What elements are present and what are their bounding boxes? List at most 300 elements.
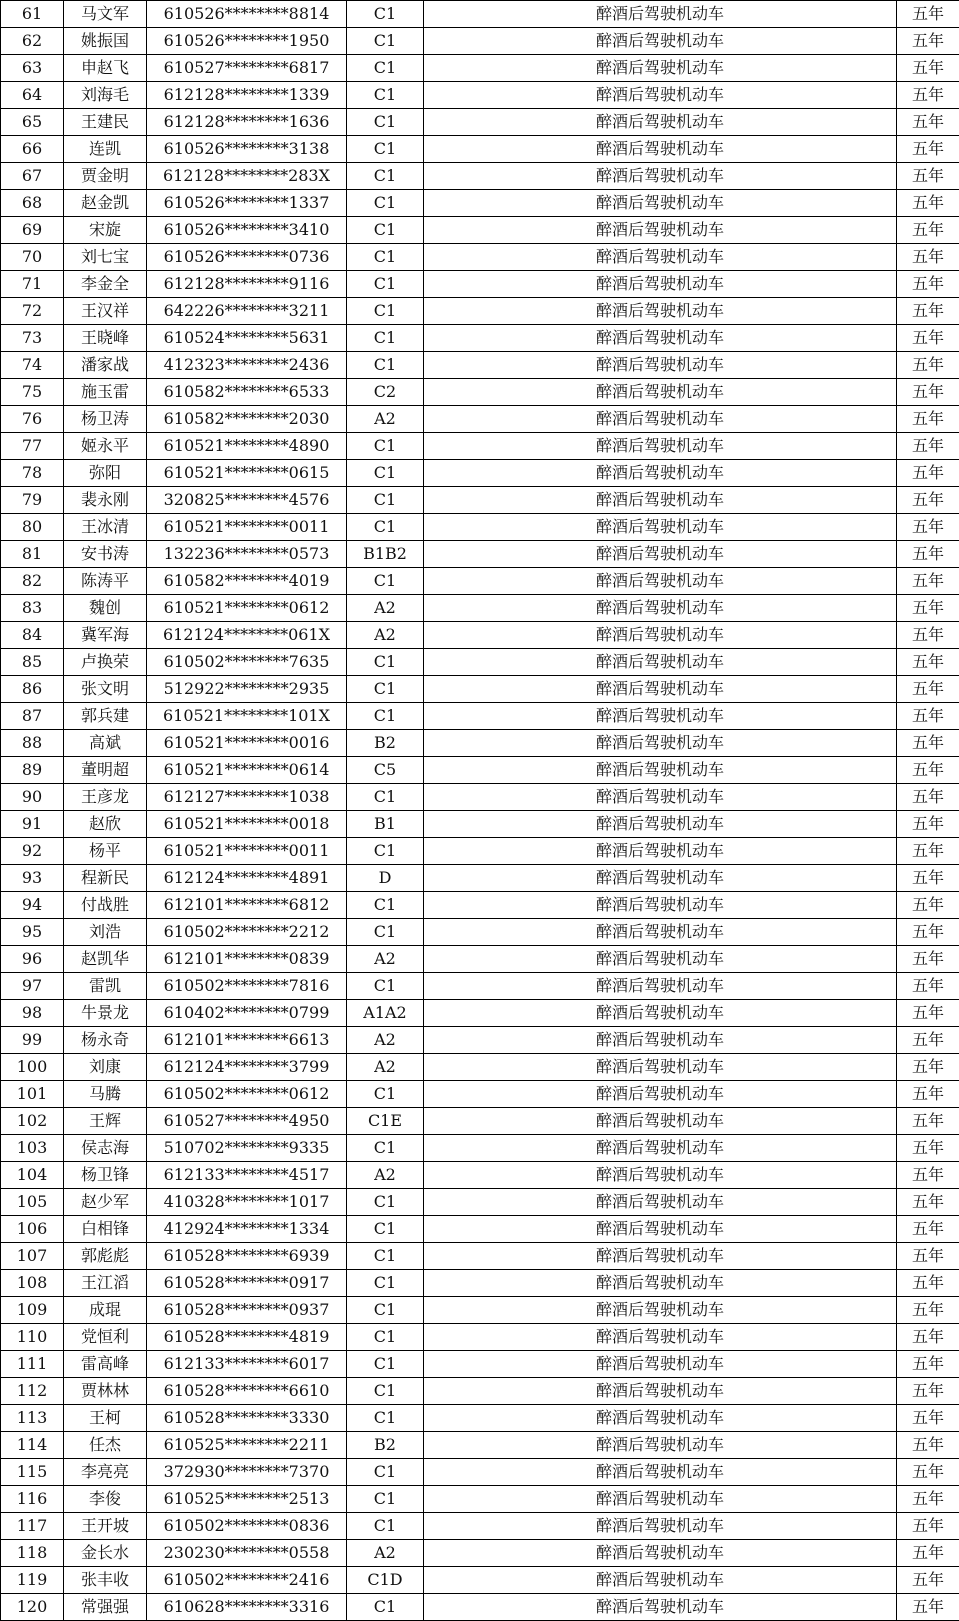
row-number-cell: 88 [1, 730, 64, 757]
row-number-cell: 78 [1, 460, 64, 487]
id-number-cell: 612128********1339 [147, 82, 347, 109]
row-number-cell: 85 [1, 649, 64, 676]
license-class-cell: C1 [347, 1243, 424, 1270]
row-number-cell: 115 [1, 1459, 64, 1486]
offense-cell: 醉酒后驾驶机动车 [424, 1135, 897, 1162]
ban-term-cell: 五年 [897, 649, 959, 676]
offense-cell: 醉酒后驾驶机动车 [424, 784, 897, 811]
name-cell: 刘康 [64, 1054, 147, 1081]
offense-cell: 醉酒后驾驶机动车 [424, 136, 897, 163]
id-number-cell: 610526********8814 [147, 1, 347, 28]
row-number-cell: 71 [1, 271, 64, 298]
id-number-cell: 610527********4950 [147, 1108, 347, 1135]
offense-cell: 醉酒后驾驶机动车 [424, 406, 897, 433]
license-class-cell: B1 [347, 811, 424, 838]
row-number-cell: 96 [1, 946, 64, 973]
table-row [1, 1216, 959, 1243]
table-row [1, 1189, 959, 1216]
id-number-cell: 612101********0839 [147, 946, 347, 973]
name-cell: 王彦龙 [64, 784, 147, 811]
name-cell: 刘海毛 [64, 82, 147, 109]
offense-cell: 醉酒后驾驶机动车 [424, 1189, 897, 1216]
name-cell: 王江滔 [64, 1270, 147, 1297]
offense-cell: 醉酒后驾驶机动车 [424, 1513, 897, 1540]
ban-term-cell: 五年 [897, 811, 959, 838]
row-number-cell: 76 [1, 406, 64, 433]
offense-cell: 醉酒后驾驶机动车 [424, 622, 897, 649]
id-number-cell: 642226********3211 [147, 298, 347, 325]
table-row [1, 919, 959, 946]
offense-cell: 醉酒后驾驶机动车 [424, 109, 897, 136]
row-number-cell: 84 [1, 622, 64, 649]
ban-term-cell: 五年 [897, 1459, 959, 1486]
name-cell: 李亮亮 [64, 1459, 147, 1486]
table-row [1, 838, 959, 865]
table-row [1, 190, 959, 217]
id-number-cell: 610521********0011 [147, 838, 347, 865]
license-class-cell: C1 [347, 649, 424, 676]
name-cell: 杨卫锋 [64, 1162, 147, 1189]
row-number-cell: 64 [1, 82, 64, 109]
id-number-cell: 410328********1017 [147, 1189, 347, 1216]
id-number-cell: 610526********3410 [147, 217, 347, 244]
row-number-cell: 117 [1, 1513, 64, 1540]
offense-cell: 醉酒后驾驶机动车 [424, 811, 897, 838]
row-number-cell: 81 [1, 541, 64, 568]
offense-cell: 醉酒后驾驶机动车 [424, 82, 897, 109]
license-class-cell: C1 [347, 1189, 424, 1216]
ban-term-cell: 五年 [897, 55, 959, 82]
license-class-cell: C1 [347, 298, 424, 325]
name-cell: 宋旋 [64, 217, 147, 244]
id-number-cell: 610528********6939 [147, 1243, 347, 1270]
row-number-cell: 110 [1, 1324, 64, 1351]
row-number-cell: 104 [1, 1162, 64, 1189]
name-cell: 付战胜 [64, 892, 147, 919]
license-class-cell: A2 [347, 1027, 424, 1054]
ban-term-cell: 五年 [897, 460, 959, 487]
ban-term-cell: 五年 [897, 1297, 959, 1324]
records-table-body [1, 1, 959, 1621]
offense-cell: 醉酒后驾驶机动车 [424, 190, 897, 217]
offense-cell: 醉酒后驾驶机动车 [424, 1000, 897, 1027]
table-row [1, 1162, 959, 1189]
id-number-cell: 610525********2513 [147, 1486, 347, 1513]
offense-cell: 醉酒后驾驶机动车 [424, 487, 897, 514]
id-number-cell: 612128********283X [147, 163, 347, 190]
offense-cell: 醉酒后驾驶机动车 [424, 838, 897, 865]
offense-cell: 醉酒后驾驶机动车 [424, 514, 897, 541]
offense-cell: 醉酒后驾驶机动车 [424, 1297, 897, 1324]
table-row [1, 28, 959, 55]
id-number-cell: 612101********6812 [147, 892, 347, 919]
id-number-cell: 610582********6533 [147, 379, 347, 406]
name-cell: 杨平 [64, 838, 147, 865]
id-number-cell: 610528********4819 [147, 1324, 347, 1351]
offense-cell: 醉酒后驾驶机动车 [424, 1351, 897, 1378]
offense-cell: 醉酒后驾驶机动车 [424, 28, 897, 55]
license-class-cell: C1 [347, 271, 424, 298]
table-row [1, 1000, 959, 1027]
name-cell: 陈涛平 [64, 568, 147, 595]
row-number-cell: 61 [1, 1, 64, 28]
ban-term-cell: 五年 [897, 595, 959, 622]
license-class-cell: C1E [347, 1108, 424, 1135]
name-cell: 刘七宝 [64, 244, 147, 271]
row-number-cell: 63 [1, 55, 64, 82]
id-number-cell: 610628********3316 [147, 1594, 347, 1621]
ban-term-cell: 五年 [897, 271, 959, 298]
name-cell: 雷高峰 [64, 1351, 147, 1378]
ban-term-cell: 五年 [897, 163, 959, 190]
table-row [1, 1324, 959, 1351]
id-number-cell: 610528********3330 [147, 1405, 347, 1432]
row-number-cell: 95 [1, 919, 64, 946]
row-number-cell: 105 [1, 1189, 64, 1216]
table-row [1, 1108, 959, 1135]
offense-cell: 醉酒后驾驶机动车 [424, 1, 897, 28]
row-number-cell: 100 [1, 1054, 64, 1081]
row-number-cell: 91 [1, 811, 64, 838]
ban-term-cell: 五年 [897, 1405, 959, 1432]
ban-term-cell: 五年 [897, 1351, 959, 1378]
table-row [1, 1594, 959, 1621]
license-class-cell: C1 [347, 55, 424, 82]
license-class-cell: C1 [347, 514, 424, 541]
ban-term-cell: 五年 [897, 433, 959, 460]
ban-term-cell: 五年 [897, 946, 959, 973]
name-cell: 程新民 [64, 865, 147, 892]
license-class-cell: C1 [347, 190, 424, 217]
ban-term-cell: 五年 [897, 1540, 959, 1567]
name-cell: 白相锋 [64, 1216, 147, 1243]
row-number-cell: 70 [1, 244, 64, 271]
ban-term-cell: 五年 [897, 1567, 959, 1594]
ban-term-cell: 五年 [897, 568, 959, 595]
table-row [1, 1540, 959, 1567]
name-cell: 牛景龙 [64, 1000, 147, 1027]
table-row [1, 82, 959, 109]
license-class-cell: A1A2 [347, 1000, 424, 1027]
table-row [1, 1135, 959, 1162]
name-cell: 郭彪彪 [64, 1243, 147, 1270]
table-row [1, 1027, 959, 1054]
name-cell: 王辉 [64, 1108, 147, 1135]
ban-term-cell: 五年 [897, 919, 959, 946]
id-number-cell: 132236********0573 [147, 541, 347, 568]
table-row [1, 622, 959, 649]
offense-cell: 醉酒后驾驶机动车 [424, 298, 897, 325]
row-number-cell: 108 [1, 1270, 64, 1297]
name-cell: 任杰 [64, 1432, 147, 1459]
table-row [1, 973, 959, 1000]
name-cell: 赵凯华 [64, 946, 147, 973]
name-cell: 张丰收 [64, 1567, 147, 1594]
name-cell: 杨卫涛 [64, 406, 147, 433]
ban-term-cell: 五年 [897, 1432, 959, 1459]
id-number-cell: 610521********0614 [147, 757, 347, 784]
id-number-cell: 412323********2436 [147, 352, 347, 379]
row-number-cell: 89 [1, 757, 64, 784]
offense-cell: 醉酒后驾驶机动车 [424, 595, 897, 622]
name-cell: 连凯 [64, 136, 147, 163]
ban-term-cell: 五年 [897, 973, 959, 1000]
ban-term-cell: 五年 [897, 1027, 959, 1054]
name-cell: 侯志海 [64, 1135, 147, 1162]
id-number-cell: 610582********2030 [147, 406, 347, 433]
table-row [1, 1243, 959, 1270]
row-number-cell: 68 [1, 190, 64, 217]
row-number-cell: 66 [1, 136, 64, 163]
name-cell: 李俊 [64, 1486, 147, 1513]
table-row [1, 595, 959, 622]
row-number-cell: 101 [1, 1081, 64, 1108]
table-row [1, 352, 959, 379]
table-row [1, 1513, 959, 1540]
name-cell: 裴永刚 [64, 487, 147, 514]
ban-term-cell: 五年 [897, 1216, 959, 1243]
table-row [1, 487, 959, 514]
license-class-cell: C1 [347, 919, 424, 946]
table-row [1, 163, 959, 190]
id-number-cell: 612124********3799 [147, 1054, 347, 1081]
table-row [1, 109, 959, 136]
offense-cell: 醉酒后驾驶机动车 [424, 1486, 897, 1513]
ban-term-cell: 五年 [897, 838, 959, 865]
ban-term-cell: 五年 [897, 622, 959, 649]
id-number-cell: 512922********2935 [147, 676, 347, 703]
license-class-cell: B1B2 [347, 541, 424, 568]
id-number-cell: 610521********0612 [147, 595, 347, 622]
license-class-cell: C1 [347, 1324, 424, 1351]
name-cell: 赵欣 [64, 811, 147, 838]
row-number-cell: 79 [1, 487, 64, 514]
table-row [1, 1297, 959, 1324]
offense-cell: 醉酒后驾驶机动车 [424, 757, 897, 784]
id-number-cell: 320825********4576 [147, 487, 347, 514]
ban-term-cell: 五年 [897, 109, 959, 136]
ban-term-cell: 五年 [897, 1324, 959, 1351]
offense-cell: 醉酒后驾驶机动车 [424, 271, 897, 298]
id-number-cell: 610502********7816 [147, 973, 347, 1000]
license-class-cell: C1 [347, 1081, 424, 1108]
row-number-cell: 112 [1, 1378, 64, 1405]
offense-cell: 醉酒后驾驶机动车 [424, 919, 897, 946]
ban-term-cell: 五年 [897, 1162, 959, 1189]
table-row [1, 1432, 959, 1459]
table-row [1, 55, 959, 82]
id-number-cell: 610521********0016 [147, 730, 347, 757]
row-number-cell: 103 [1, 1135, 64, 1162]
name-cell: 常强强 [64, 1594, 147, 1621]
table-row [1, 865, 959, 892]
license-class-cell: C1 [347, 460, 424, 487]
offense-cell: 醉酒后驾驶机动车 [424, 703, 897, 730]
ban-term-cell: 五年 [897, 1243, 959, 1270]
ban-term-cell: 五年 [897, 1594, 959, 1621]
id-number-cell: 610524********5631 [147, 325, 347, 352]
row-number-cell: 74 [1, 352, 64, 379]
ban-term-cell: 五年 [897, 1081, 959, 1108]
table-row [1, 757, 959, 784]
ban-term-cell: 五年 [897, 1486, 959, 1513]
row-number-cell: 98 [1, 1000, 64, 1027]
offense-cell: 醉酒后驾驶机动车 [424, 1432, 897, 1459]
id-number-cell: 612101********6613 [147, 1027, 347, 1054]
offense-cell: 醉酒后驾驶机动车 [424, 649, 897, 676]
license-class-cell: C1 [347, 1216, 424, 1243]
name-cell: 郭兵建 [64, 703, 147, 730]
id-number-cell: 612128********9116 [147, 271, 347, 298]
license-class-cell: C1 [347, 1594, 424, 1621]
table-row [1, 514, 959, 541]
id-number-cell: 612133********6017 [147, 1351, 347, 1378]
table-row [1, 1270, 959, 1297]
row-number-cell: 102 [1, 1108, 64, 1135]
offense-cell: 醉酒后驾驶机动车 [424, 1405, 897, 1432]
ban-term-cell: 五年 [897, 865, 959, 892]
offense-cell: 醉酒后驾驶机动车 [424, 1108, 897, 1135]
name-cell: 冀军海 [64, 622, 147, 649]
offense-cell: 醉酒后驾驶机动车 [424, 541, 897, 568]
id-number-cell: 612124********4891 [147, 865, 347, 892]
id-number-cell: 610502********0836 [147, 1513, 347, 1540]
license-class-cell: C1 [347, 676, 424, 703]
ban-term-cell: 五年 [897, 757, 959, 784]
row-number-cell: 93 [1, 865, 64, 892]
row-number-cell: 73 [1, 325, 64, 352]
offense-cell: 醉酒后驾驶机动车 [424, 1162, 897, 1189]
table-row [1, 271, 959, 298]
id-number-cell: 610582********4019 [147, 568, 347, 595]
id-number-cell: 610528********6610 [147, 1378, 347, 1405]
offense-cell: 醉酒后驾驶机动车 [424, 1594, 897, 1621]
id-number-cell: 412924********1334 [147, 1216, 347, 1243]
id-number-cell: 610527********6817 [147, 55, 347, 82]
id-number-cell: 610521********0615 [147, 460, 347, 487]
license-class-cell: C1 [347, 703, 424, 730]
offense-cell: 醉酒后驾驶机动车 [424, 1243, 897, 1270]
id-number-cell: 612128********1636 [147, 109, 347, 136]
row-number-cell: 119 [1, 1567, 64, 1594]
table-row [1, 676, 959, 703]
offense-cell: 醉酒后驾驶机动车 [424, 865, 897, 892]
row-number-cell: 75 [1, 379, 64, 406]
row-number-cell: 118 [1, 1540, 64, 1567]
offense-cell: 醉酒后驾驶机动车 [424, 55, 897, 82]
table-row [1, 811, 959, 838]
license-class-cell: C1 [347, 973, 424, 1000]
id-number-cell: 610521********0018 [147, 811, 347, 838]
table-row [1, 1, 959, 28]
license-class-cell: C1 [347, 1135, 424, 1162]
row-number-cell: 62 [1, 28, 64, 55]
license-class-cell: C1 [347, 136, 424, 163]
offense-cell: 醉酒后驾驶机动车 [424, 1270, 897, 1297]
name-cell: 马腾 [64, 1081, 147, 1108]
name-cell: 成琨 [64, 1297, 147, 1324]
license-class-cell: A2 [347, 406, 424, 433]
row-number-cell: 97 [1, 973, 64, 1000]
name-cell: 姬永平 [64, 433, 147, 460]
offense-cell: 醉酒后驾驶机动车 [424, 892, 897, 919]
license-class-cell: A2 [347, 595, 424, 622]
id-number-cell: 610526********0736 [147, 244, 347, 271]
row-number-cell: 82 [1, 568, 64, 595]
table-row [1, 1405, 959, 1432]
row-number-cell: 65 [1, 109, 64, 136]
row-number-cell: 116 [1, 1486, 64, 1513]
offense-cell: 醉酒后驾驶机动车 [424, 1378, 897, 1405]
row-number-cell: 83 [1, 595, 64, 622]
id-number-cell: 610402********0799 [147, 1000, 347, 1027]
license-class-cell: C1 [347, 352, 424, 379]
name-cell: 高斌 [64, 730, 147, 757]
ban-term-cell: 五年 [897, 703, 959, 730]
license-class-cell: C1 [347, 433, 424, 460]
row-number-cell: 106 [1, 1216, 64, 1243]
id-number-cell: 230230********0558 [147, 1540, 347, 1567]
ban-term-cell: 五年 [897, 244, 959, 271]
id-number-cell: 610521********4890 [147, 433, 347, 460]
row-number-cell: 87 [1, 703, 64, 730]
offense-cell: 醉酒后驾驶机动车 [424, 1324, 897, 1351]
license-class-cell: C1 [347, 487, 424, 514]
name-cell: 党恒利 [64, 1324, 147, 1351]
id-number-cell: 612124********061X [147, 622, 347, 649]
table-row [1, 541, 959, 568]
row-number-cell: 109 [1, 1297, 64, 1324]
name-cell: 王汉祥 [64, 298, 147, 325]
license-class-cell: C1 [347, 892, 424, 919]
license-class-cell: C1 [347, 1486, 424, 1513]
ban-term-cell: 五年 [897, 541, 959, 568]
name-cell: 施玉雷 [64, 379, 147, 406]
id-number-cell: 610502********2416 [147, 1567, 347, 1594]
license-class-cell: C1 [347, 82, 424, 109]
table-row [1, 784, 959, 811]
ban-term-cell: 五年 [897, 136, 959, 163]
row-number-cell: 114 [1, 1432, 64, 1459]
table-row [1, 946, 959, 973]
name-cell: 王建民 [64, 109, 147, 136]
license-class-cell: C1 [347, 1378, 424, 1405]
name-cell: 赵少军 [64, 1189, 147, 1216]
offense-cell: 醉酒后驾驶机动车 [424, 1081, 897, 1108]
license-class-cell: C1 [347, 1297, 424, 1324]
row-number-cell: 69 [1, 217, 64, 244]
row-number-cell: 113 [1, 1405, 64, 1432]
name-cell: 弥阳 [64, 460, 147, 487]
name-cell: 董明超 [64, 757, 147, 784]
id-number-cell: 610528********0917 [147, 1270, 347, 1297]
id-number-cell: 610502********0612 [147, 1081, 347, 1108]
id-number-cell: 610526********3138 [147, 136, 347, 163]
license-class-cell: A2 [347, 946, 424, 973]
license-class-cell: C1 [347, 568, 424, 595]
ban-term-cell: 五年 [897, 28, 959, 55]
name-cell: 王柯 [64, 1405, 147, 1432]
table-row [1, 892, 959, 919]
license-class-cell: C1 [347, 784, 424, 811]
offense-cell: 醉酒后驾驶机动车 [424, 352, 897, 379]
name-cell: 贾金明 [64, 163, 147, 190]
license-class-cell: C1D [347, 1567, 424, 1594]
offense-cell: 醉酒后驾驶机动车 [424, 1054, 897, 1081]
name-cell: 潘家战 [64, 352, 147, 379]
ban-term-cell: 五年 [897, 1, 959, 28]
row-number-cell: 72 [1, 298, 64, 325]
